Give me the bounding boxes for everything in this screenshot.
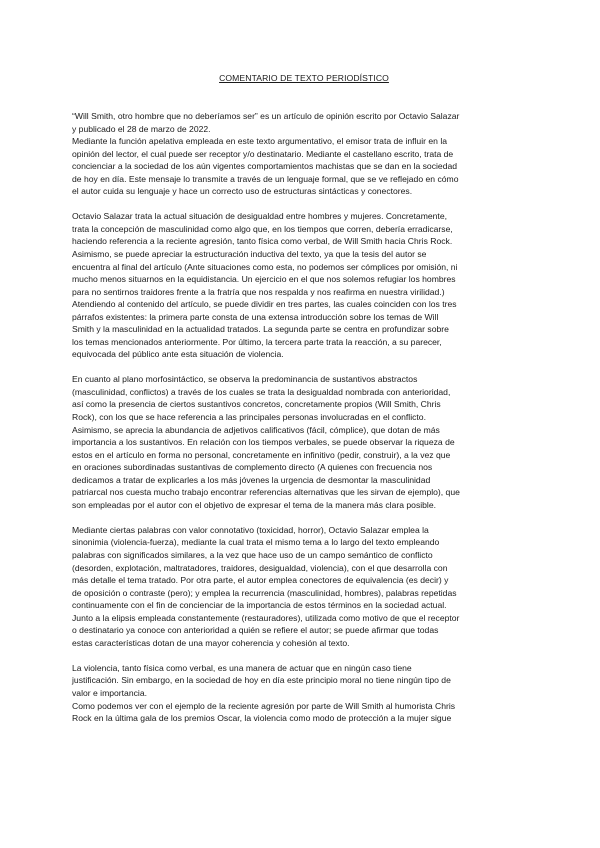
document-body: [72, 110, 536, 725]
text-line: palabras con significados similares, a la vez que hace uso de un campo semántico de conflicto: [72, 550, 433, 560]
text-line: continuamente con el fin de concienciar de la importancia de estos términos en la sociedad actual.: [72, 600, 447, 611]
text-line: de oposición o contraste (pero); y emplea la recurrencia (masculinidad, hombres), palabras repetidas: [72, 587, 457, 598]
paragraph: [72, 662, 536, 725]
text-line: así como la presencia de ciertos sustantivos concretos, concretamente propios (Will Smith, Chris: [72, 399, 441, 410]
text-line: importancia a los sustantivos. En relación con los tiempos verbales, se puede observar la riqueza de: [72, 437, 455, 448]
text-line: opinión del lector, el cual puede ser receptor y/o destinatario. Mediante el castellano escrito, trata de: [72, 148, 454, 159]
text-line: Asimismo, se puede apreciar la estructuración inductiva del texto, ya que la tesis del autor se: [72, 248, 427, 259]
text-line: trata la concepción de masculinidad como algo que, en los tiempos que corren, debería erradicarse,: [72, 223, 453, 234]
text-line: para no sentirnos traidores frente a la fratría que nos respalda y nos reafirma en nuestra virilidad.): [72, 286, 445, 297]
text-line: el autor cuida su lenguaje y hace un correcto uso de estructuras sintácticas y conectores.: [72, 186, 413, 197]
text-line: párrafos existentes: la primera parte consta de una extensa introducción sobre los temas de Will: [72, 311, 439, 322]
text-line: estos en el artículo en forma no personal, concretamente en infinitivo (pedir, construir), a la vez que: [72, 449, 451, 460]
text-line: son empleadas por el autor con el objetivo de expresar el tema de la manera más clara posible.: [72, 499, 437, 510]
text-line: Mediante la función apelativa empleada en este texto argumentativo, el emisor trata de influir en la: [72, 136, 448, 147]
text-line: Mediante ciertas palabras con valor connotativo (toxicidad, horror), Octavio Salazar emplea la: [72, 524, 429, 535]
text-line: Como podemos ver con el ejemplo de la reciente agresión por parte de Will Smith al humorista Chris: [72, 700, 456, 711]
text-line: estas características dotan de una mayor coherencia y cohesión al texto.: [72, 637, 350, 648]
text-line: sinonimia (violencia-fuerza), mediante la cual trata el mismo tema a lo largo del texto empleando: [72, 537, 440, 548]
text-line: dedicamos a tratar de explicarles a los más jóvenes la urgencia de desmontar la masculinidad: [72, 474, 431, 485]
text-line: de hoy en día. Este mensaje lo transmite a través de un lenguaje formal, que se ve reflejado en cómo: [72, 173, 459, 184]
text-line: (desorden, explotación, maltratadores, traidores, desigualdad, violencia), con el que desarrolla con: [72, 562, 448, 573]
text-line: En cuanto al plano morfosintáctico, se observa la predominancia de sustantivos abstractos: [72, 374, 418, 385]
text-line: Junto a la elipsis empleada constantemente (restauradores), utilizada como motivo de que el receptor: [72, 612, 460, 623]
text-line: y publicado el 28 de marzo de 2022.: [72, 123, 211, 134]
text-line: Atendiendo al contenido del artículo, se puede dividir en tres partes, las cuales coinciden con los tres: [72, 299, 457, 310]
text-line: haciendo referencia a la reciente agresión, tanto física como verbal, de Will Smith hacia Chris Rock.: [72, 236, 453, 247]
text-line: “Will Smith, otro hombre que no deberíamos ser” es un artículo de opinión escrito por Octavio Salazar: [72, 111, 460, 121]
text-line: concienciar a la sociedad de los aún vigentes comportamientos machistas que se dan en la sociedad: [72, 161, 458, 172]
paragraph: [72, 524, 536, 649]
text-line: los temas mencionados anteriormente. Por último, la tercera parte trata la reacción, a su parecer,: [72, 336, 442, 347]
text-line: Asimismo, se aprecia la abundancia de adjetivos calificativos (fácil, cómplice), que dotan de más: [72, 424, 440, 435]
text-line: Octavio Salazar trata la actual situación de desigualdad entre hombres y mujeres. Concretamente,: [72, 211, 447, 222]
text-line: (masculinidad, conflictos) a través de los cuales se trata la desigualdad nombrada con anterioridad,: [72, 386, 451, 397]
text-line: mucho menos situarnos en la equidistancia. Un ejercicio en el que nos solemos refugiar los hombres: [72, 274, 456, 285]
text-line: encuentra al final del artículo (Ante situaciones como esta, no podemos ser cómplices por omisión, ni: [72, 261, 458, 272]
text-line: valor e importancia.: [72, 687, 147, 698]
document-title: COMENTARIO DE TEXTO PERIODÍSTICO: [219, 73, 389, 83]
text-line: más detalle el tema tratado. Por otra parte, el autor emplea conectores de equivalencia (es decir) y: [72, 575, 449, 586]
text-line: La violencia, tanto física como verbal, es una manera de actuar que en ningún caso tiene: [72, 662, 412, 673]
text-line: justificación. Sin embargo, en la sociedad de hoy en día este principio moral no tiene ningún tipo de: [72, 675, 451, 686]
paragraph: [72, 110, 536, 198]
paragraph: [72, 373, 536, 511]
text-line: en oraciones subordinadas sustantivas de complemento directo (A quienes con frecuencia nos: [72, 462, 433, 473]
text-line: o destinatario ya conoce con anterioridad a quién se refiere el autor; se puede afirmar que todas: [72, 625, 439, 636]
text-line: Smith y la masculinidad en la actualidad tratados. La segunda parte se centra en profundizar sobre: [72, 324, 449, 335]
text-line: patriarcal nos cuesta mucho trabajo encontrar referencias alternativas que les sirvan de ejemplo), que: [72, 487, 460, 498]
text-line: Rock en la última gala de los premios Oscar, la violencia como modo de protección a la mujer sigue: [72, 713, 452, 724]
paragraph: [72, 210, 536, 361]
text-line: Rock), con los que se hace referencia a las principales personas involucradas en el conflicto.: [72, 412, 426, 423]
text-line: equivocada del público ante esta situación de violencia.: [72, 349, 284, 360]
